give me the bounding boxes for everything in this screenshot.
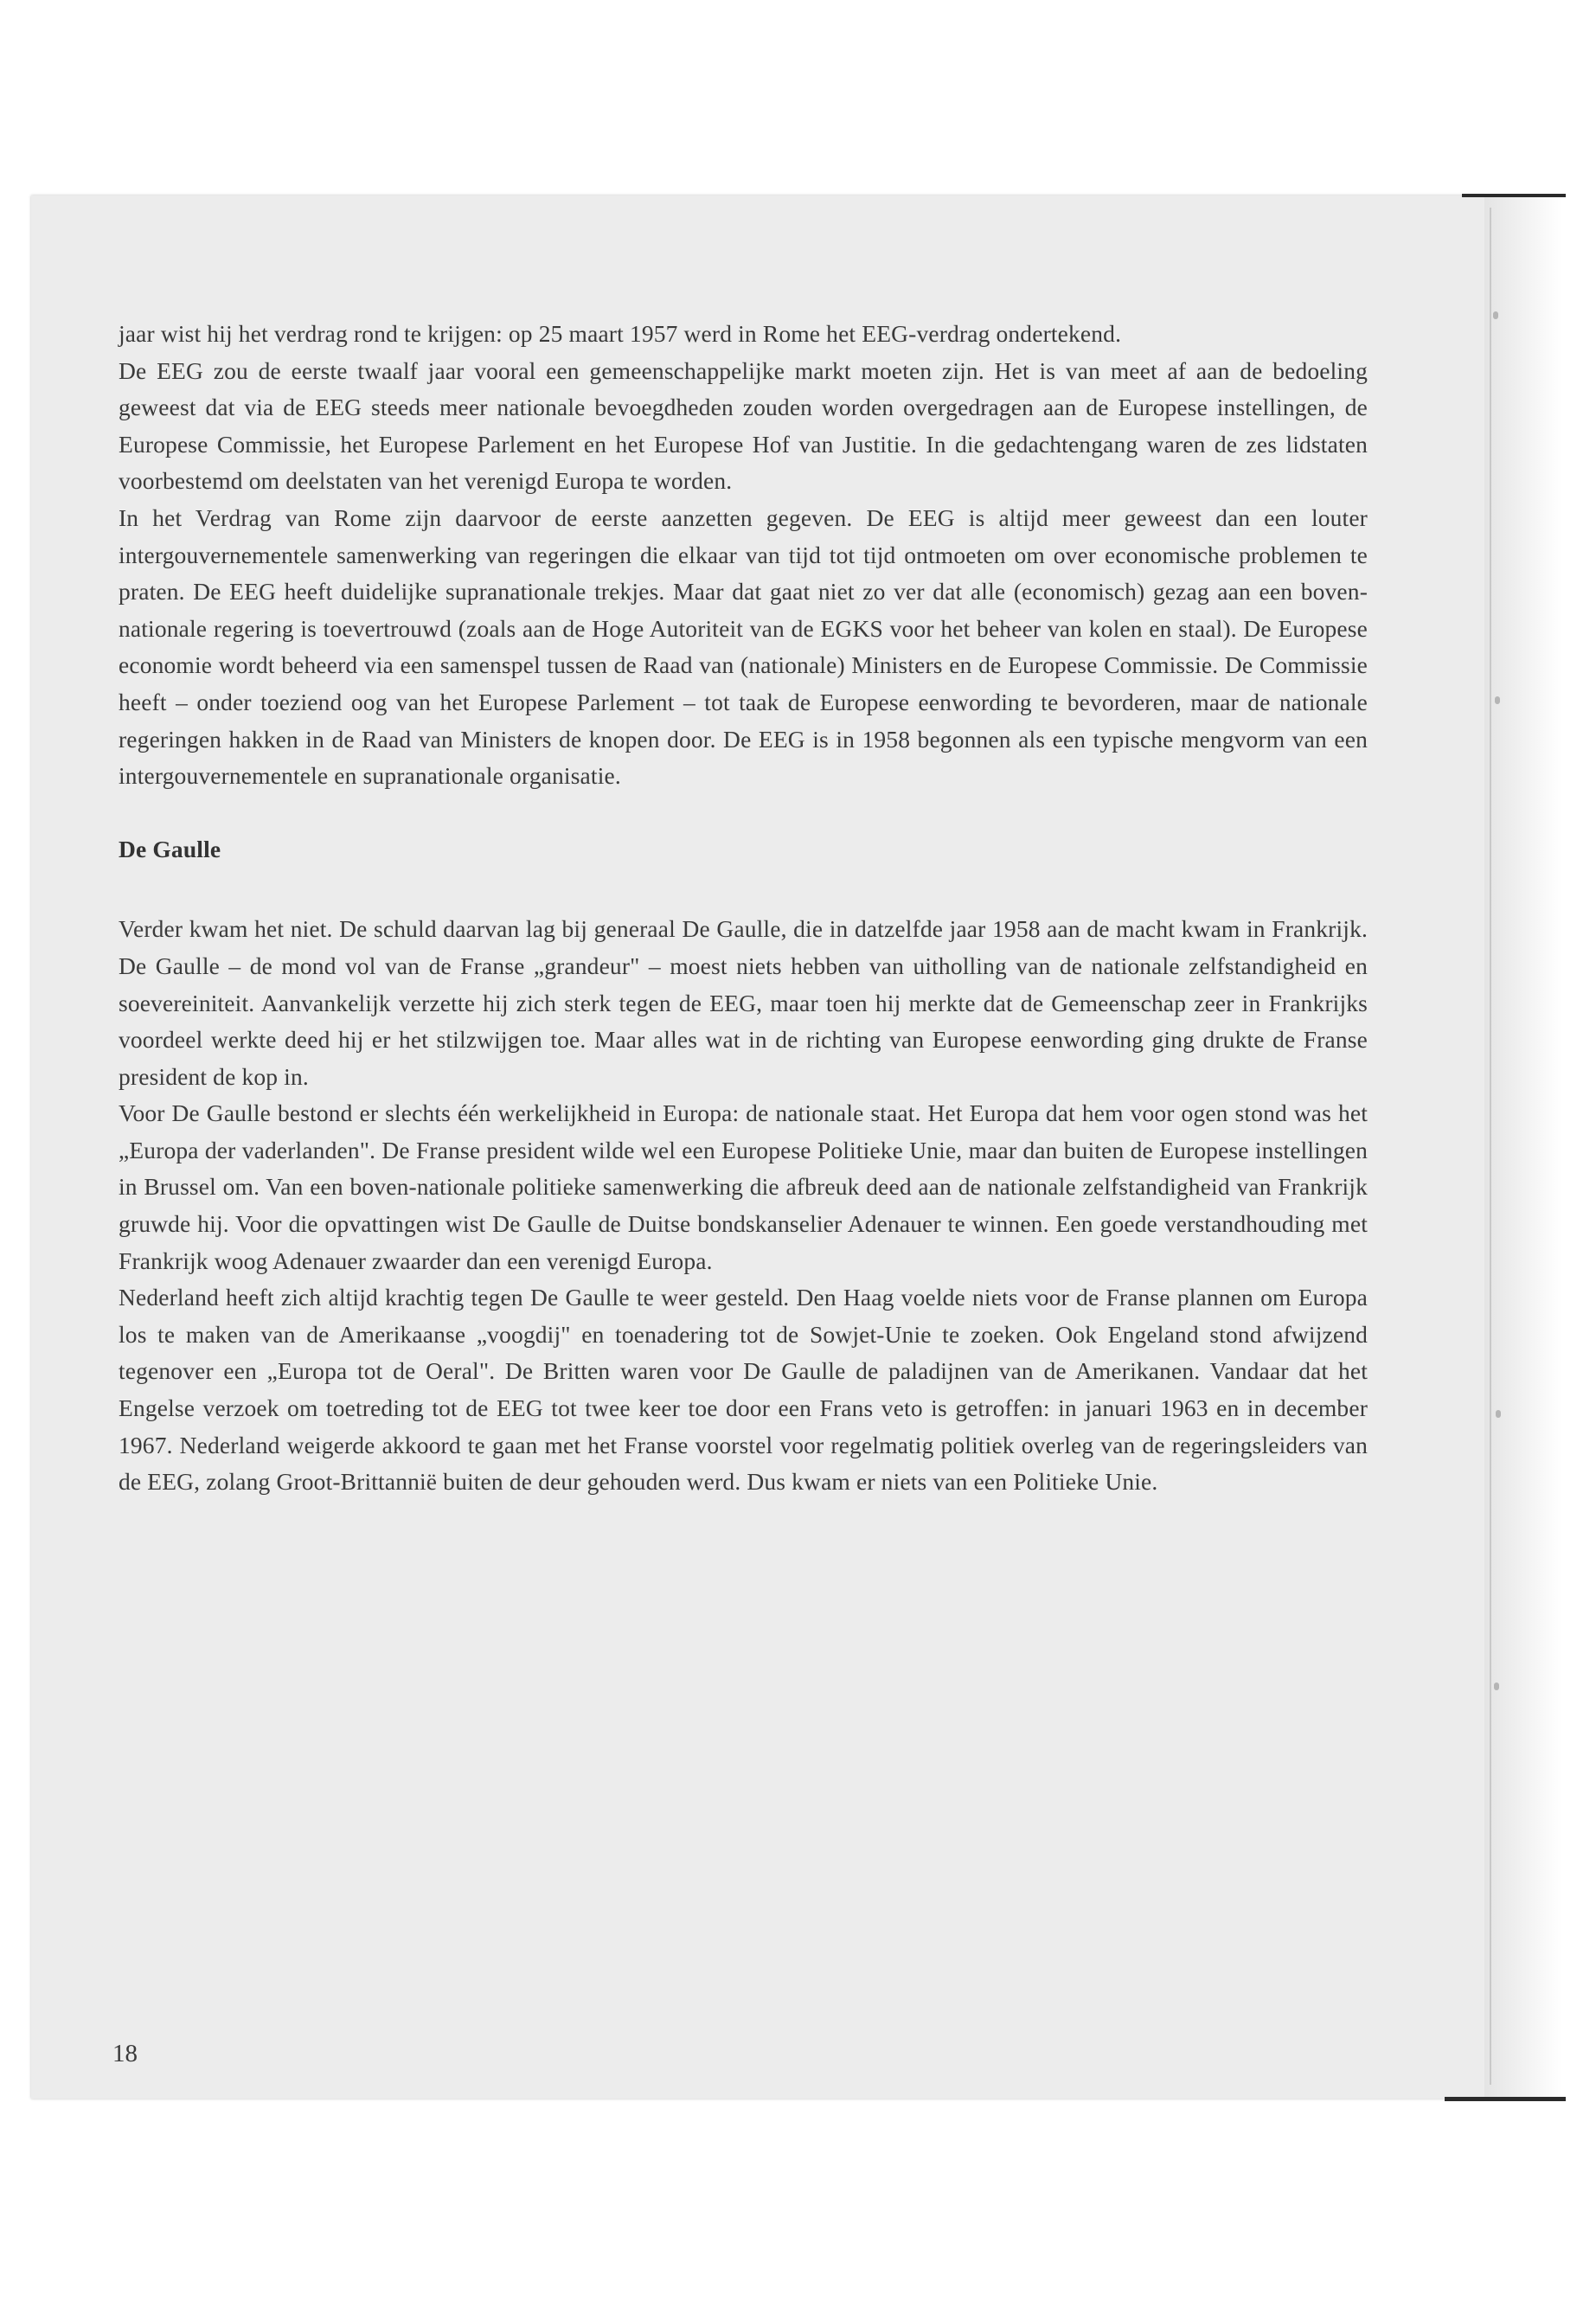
page-edge	[1484, 195, 1562, 2099]
section-heading: De Gaulle	[119, 835, 221, 862]
page-number: 18	[112, 2040, 138, 2067]
paragraph: Voor De Gaulle bestond er slechts één werkelijkheid in Europa: de nationale staat. Het Europa dat hem voor ogen stond was het „Europa der vaderlanden". De Franse president wilde wel een Europese Politieke Unie, maar dan buiten de Europese instellingen in Brussel om. Van een boven-nationale politieke samenwerking die afbreuk deed aan de nationale zelfstandigheid van Frankrijk gruwde hij. Voor die opvattingen wist De Gaulle de Duitse bondskanselier Adenauer te winnen. Een goede verstandhouding met Frankrijk woog Adenauer zwaarder dan een verenigd Europa.	[119, 1099, 1368, 1274]
page-corner-bottom	[1445, 2097, 1566, 2101]
paragraph: Verder kwam het niet. De schuld daarvan lag bij generaal De Gaulle, die in datzelfde jaar 1958 aan de macht kwam in Frankrijk. De Gaulle – de mond vol van de Franse „grandeur" – moest niets hebben van uitholling van de nationale zelfstandigheid en soevereiniteit. Aanvankelijk verzette hij zich sterk tegen de EEG, maar toen hij merkte dat de Gemeenschap zeer in Frankrijks voordeel werkte deed hij er het stilzwijgen toe. Maar alles wat in de richting van Europese eenwording ging drukte de Franse president de kop in.	[119, 915, 1368, 1090]
scan-speck	[1494, 1682, 1499, 1690]
paragraph: De EEG zou de eerste twaalf jaar vooral een gemeenschappelijke markt moeten zijn. Het is van meet af aan de bedoeling geweest dat via de EEG steeds meer nationale bevoegdheden zouden worden overgedragen aan de Europese instellingen, de Europese Commissie, het Europese Parlement en het Europese Hof van Justitie. In die gedachtengang waren de zes lidstaten voorbestemd om deelstaten van het verenigd Europa te worden.	[119, 356, 1368, 495]
scan-speck	[1495, 696, 1500, 704]
spine-line	[1490, 208, 1491, 2085]
page-body	[119, 316, 1368, 1501]
paragraph: In het Verdrag van Rome zijn daarvoor de eerste aanzetten gegeven. De EEG is altijd meer geweest dan een louter intergouvernementele samenwerking van regeringen die elkaar van tijd tot tijd ontmoeten om over economische problemen te praten. De EEG heeft duidelijke supranationale trekjes. Maar dat gaat niet zo ver dat alle (economisch) gezag aan een boven-nationale regering is toevertrouwd (zoals aan de Hoge Autoriteit van de EGKS voor het beheer van kolen en staal). De Europese economie wordt beheerd via een samenspel tussen de Raad van (nationale) Ministers en de Europese Commissie. De Commissie heeft – onder toeziend oog van het Europese Parlement – tot taak de Europese eenwording te bevorderen, maar de nationale regeringen hakken in de Raad van Ministers de knopen door. De EEG is in 1958 begonnen als een typische mengvorm van een intergouvernementele en supranationale organisatie.	[119, 503, 1368, 790]
scan-speck	[1493, 311, 1498, 319]
paragraph: Nederland heeft zich altijd krachtig tegen De Gaulle te weer gesteld. Den Haag voelde niets voor de Franse plannen om Europa los te maken van de Amerikaanse „voogdij" en toenadering tot de Sowjet-Unie te zoeken. Ook Engeland stond afwijzend tegenover een „Europa tot de Oeral". De Britten waren voor De Gaulle de paladijnen van de Amerikanen. Vandaar dat het Engelse verzoek om toetreding tot de EEG tot twee keer toe door een Frans veto is getroffen: in januari 1963 en in december 1967. Nederland weigerde akkoord te gaan met het Franse voorstel voor regelmatig politiek overleg van de regeringsleiders van de EEG, zolang Groot-Brittannië buiten de deur gehouden werd. Dus kwam er niets van een Politieke Unie.	[119, 1284, 1368, 1496]
scan-speck	[1496, 1410, 1501, 1418]
paragraph: jaar wist hij het verdrag rond te krijgen: op 25 maart 1957 werd in Rome het EEG-verdrag ondertekend.	[119, 320, 1122, 347]
page-corner-top	[1462, 194, 1566, 197]
